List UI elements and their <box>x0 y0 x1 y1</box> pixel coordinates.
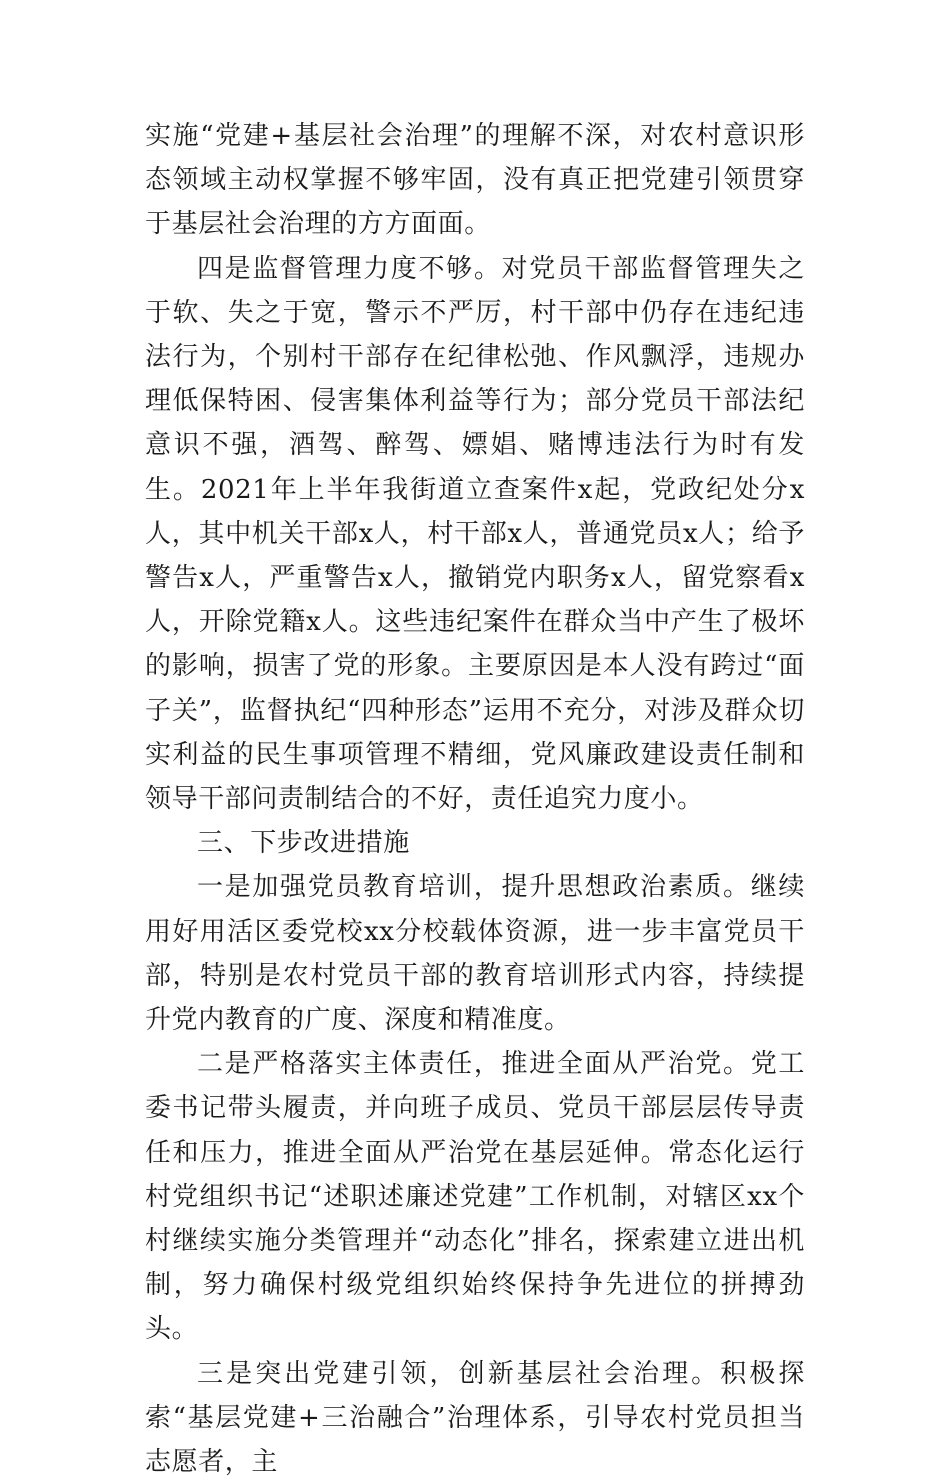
paragraph-continuation: 实施“党建+基层社会治理”的理解不深，对农村意识形态领域主动权掌握不够牢固，没有真正把党建引领贯穿于基层社会治理的方方面面。 <box>145 121 805 240</box>
section-heading-improvement-measures: 三、下步改进措施 <box>197 828 410 859</box>
paragraph-supervision-issue: 四是监督管理力度不够。对党员干部监督管理失之于软、失之于宽，警示不严厉，村干部中仍存在违纪违法行为，个别村干部存在纪律松弛、作风飘浮，违规办理低保特困、侵害集体利益等行为；部分党员干部法纪意识不强，酒驾、醉驾、嫖娼、赌博违法行为时有发生。2021年上半年我街道立查案件x起，党政纪处分x人，其中机关干部x人，村干部x人，普通党员x人；给予警告x人，严重警告x人，撤销党内职务x人，留党察看x人，开除党籍x人。这些违纪案件在群众当中产生了极坏的影响，损害了党的形象。主要原因是本人没有跨过“面子关”，监督执纪“四种形态”运用不充分，对涉及群众切实利益的民生事项管理不精细，党风廉政建设责任制和领导干部问责制结合的不好，责任追究力度小。 <box>145 253 805 815</box>
paragraph-measure-education: 一是加强党员教育培训，提升思想政治素质。继续用好用活区委党校xx分校载体资源，进一步丰富党员干部，特别是农村党员干部的教育培训形式内容，持续提升党内教育的广度、深度和精准度。 <box>145 872 805 1036</box>
document-body <box>145 114 805 1484</box>
paragraph-measure-responsibility: 二是严格落实主体责任，推进全面从严治党。党工委书记带头履责，并向班子成员、党员干部层层传导责任和压力，推进全面从严治党在基层延伸。常态化运行村党组织书记“述职述廉述党建”工作机制，对辖区xx个村继续实施分类管理并“动态化”排名，探索建立进出机制，努力确保村级党组织始终保持争先进位的拼搏劲头。 <box>145 1049 805 1345</box>
paragraph-measure-governance: 三是突出党建引领，创新基层社会治理。积极探索“基层党建+三治融合”治理体系，引导农村党员担当志愿者，主 <box>145 1358 805 1478</box>
